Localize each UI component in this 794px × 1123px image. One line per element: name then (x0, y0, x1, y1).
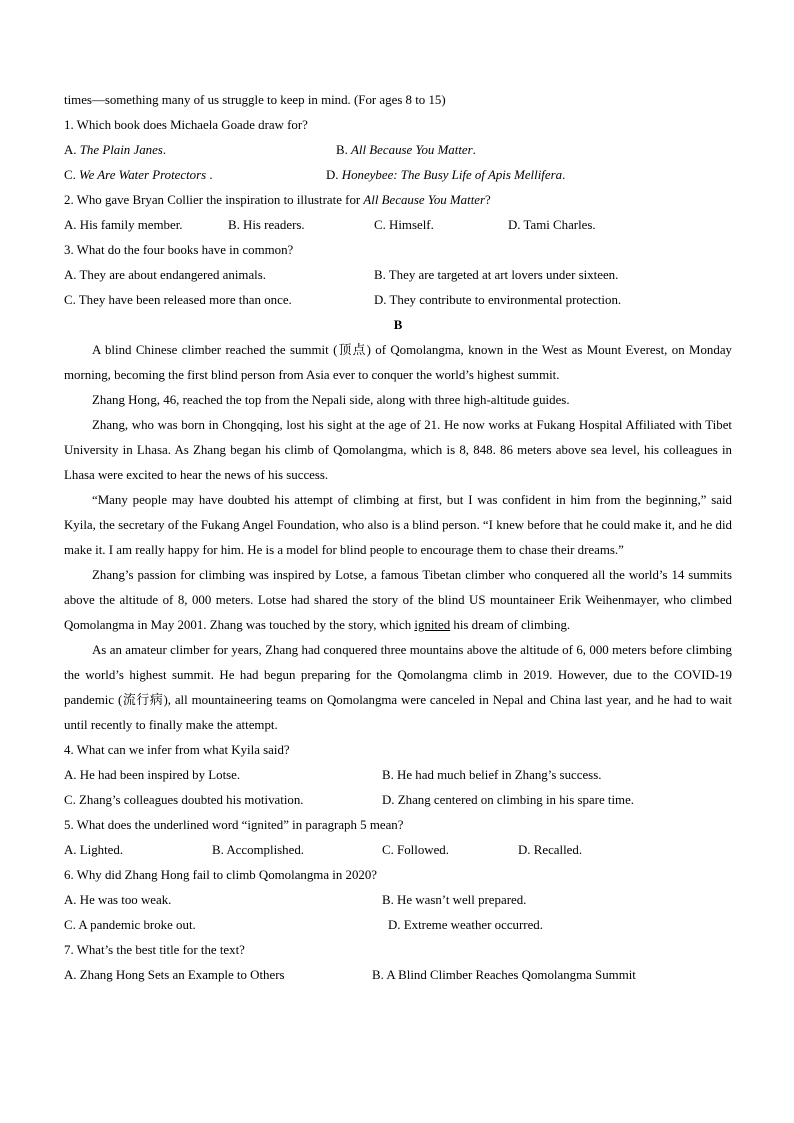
question-3-stem: 3. What do the four books have in common? (64, 243, 294, 257)
passage-paragraph-6: As an amateur climber for years, Zhang had conquered three mountains above the altitude of 6, 000 meters before climbing the world’s highest summit. He had begun preparing for the Qomolangma climb in 2019. However, due to the COVID-19 pandemic (流行病), all mountaineering teams on Qomolangma were canceled in Nepal and China last year, and he had to wait until recently to finally make the attempt. (64, 643, 732, 732)
question-3-option-c: C. They have been released more than once. (64, 293, 292, 307)
question-6-option-d: D. Extreme weather occurred. (388, 918, 543, 932)
question-7-option-a: A. Zhang Hong Sets an Example to Others (64, 968, 285, 982)
question-3-option-a: A. They are about endangered animals. (64, 268, 266, 282)
question-5-stem: 5. What does the underlined word “ignited” in paragraph 5 mean? (64, 818, 404, 832)
question-7-stem: 7. What’s the best title for the text? (64, 943, 245, 957)
question-1-options-row-1 (64, 138, 732, 163)
question-3-option-d: D. They contribute to environmental protection. (374, 293, 622, 307)
question-7-options (64, 963, 732, 988)
question-2-stem: 2. Who gave Bryan Collier the inspiration to illustrate for All Because You Matter? (64, 193, 491, 207)
intro-tail: times—something many of us struggle to keep in mind. (For ages 8 to 15) (64, 93, 446, 107)
question-2-option-c: C. Himself. (374, 218, 434, 232)
passage-paragraph-2: Zhang Hong, 46, reached the top from the Nepali side, along with three high-altitude guides. (92, 393, 570, 407)
question-1-options-row-2 (64, 163, 732, 188)
question-2-option-b: B. His readers. (228, 218, 305, 232)
passage-paragraph-4: “Many people may have doubted his attempt of climbing at first, but I was confident in him from the beginning,” said Kyila, the secretary of the Fukang Angel Foundation, who also is a blind person. “I knew before that he could make it, and he did make it. I am really happy for him. He is a model for blind people to encourage them to chase their dreams.” (64, 493, 732, 557)
question-4-option-a: A. He had been inspired by Lotse. (64, 768, 241, 782)
question-1-option-a: A. The Plain Janes. (64, 143, 167, 157)
question-3-option-b: B. They are targeted at art lovers under sixteen. (374, 268, 619, 282)
passage-paragraph-1: A blind Chinese climber reached the summit (顶点) of Qomolangma, known in the West as Mount Everest, on Monday morning, becoming the first blind person from Asia ever to conquer the world’s highest summit. (64, 343, 732, 382)
question-4-option-b: B. He had much belief in Zhang’s success. (382, 768, 602, 782)
question-5-options (64, 838, 732, 863)
question-5-option-a: A. Lighted. (64, 843, 124, 857)
question-2-option-d: D. Tami Charles. (508, 218, 596, 232)
question-4-stem: 4. What can we infer from what Kyila said? (64, 743, 290, 757)
passage-paragraph-3: Zhang, who was born in Chongqing, lost his sight at the age of 21. He now works at Fukang Hospital Affiliated with Tibet University in Lhasa. As Zhang began his climb of Qomolangma, which is 8, 848. 86 meters above sea level, his colleagues in Lhasa were excited to hear the news of his success. (64, 418, 732, 482)
question-4-option-c: C. Zhang’s colleagues doubted his motivation. (64, 793, 304, 807)
question-5-option-c: C. Followed. (382, 843, 449, 857)
section-b-heading: B (393, 318, 403, 332)
question-7-option-b: B. A Blind Climber Reaches Qomolangma Summit (372, 968, 636, 982)
question-3-options-row-2 (64, 288, 732, 313)
question-1-option-c: C. We Are Water Protectors . (64, 168, 213, 182)
question-6-option-a: A. He was too weak. (64, 893, 172, 907)
question-1-stem: 1. Which book does Michaela Goade draw for? (64, 118, 308, 132)
question-6-option-b: B. He wasn’t well prepared. (382, 893, 527, 907)
question-5-option-b: B. Accomplished. (212, 843, 305, 857)
question-2-option-a: A. His family member. (64, 218, 183, 232)
question-3-options-row-1 (64, 263, 732, 288)
question-2-options (64, 213, 732, 238)
question-5-option-d: D. Recalled. (518, 843, 583, 857)
question-6-options-row-2 (64, 913, 732, 938)
question-1-option-b: B. All Because You Matter. (336, 143, 476, 157)
question-4-options-row-2 (64, 788, 732, 813)
question-6-option-c: C. A pandemic broke out. (64, 918, 196, 932)
underlined-word-ignited: ignited (414, 618, 451, 632)
question-6-stem: 6. Why did Zhang Hong fail to climb Qomolangma in 2020? (64, 868, 378, 882)
question-4-options-row-1 (64, 763, 732, 788)
question-1-option-d: D. Honeybee: The Busy Life of Apis Mellifera. (326, 168, 566, 182)
question-4-option-d: D. Zhang centered on climbing in his spare time. (382, 793, 635, 807)
passage-paragraph-5: Zhang’s passion for climbing was inspired by Lotse, a famous Tibetan climber who conquered all the world’s 14 summits above the altitude of 8, 000 meters. Lotse had shared the story of the blind US mountaineer Erik Weihenmayer, who climbed Qomolangma in May 2001. Zhang was touched by the story, which ignited his dream of climbing. (64, 568, 732, 632)
document-page (64, 88, 732, 988)
question-6-options-row-1 (64, 888, 732, 913)
